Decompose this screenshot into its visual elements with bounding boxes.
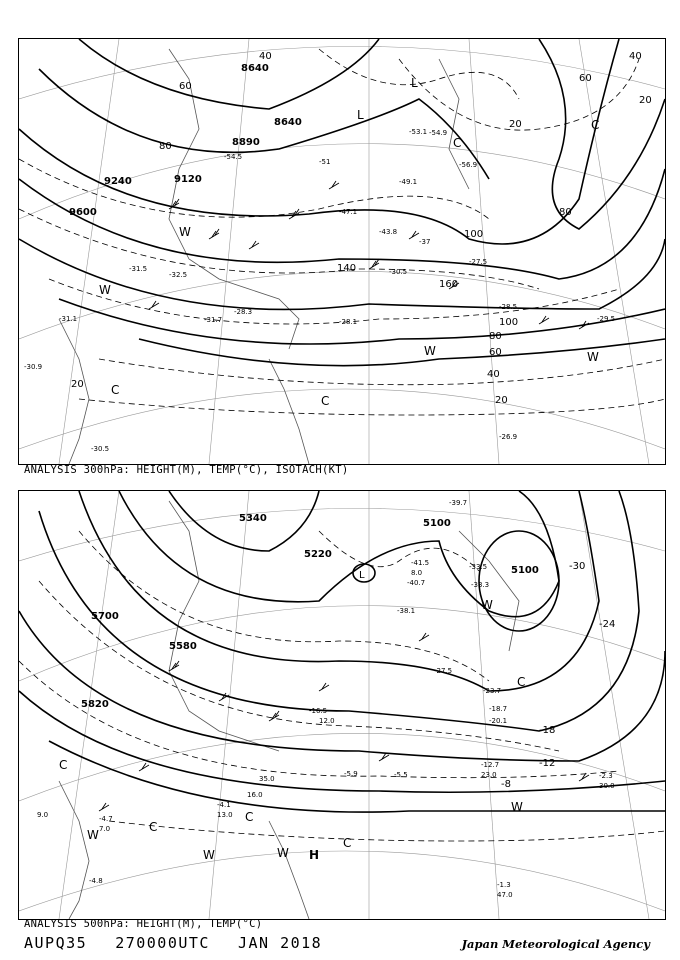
graticule [19, 491, 665, 919]
isotherm-label: -8 [501, 779, 511, 790]
isotach-label: 40 [629, 51, 642, 62]
temperature-label: -47.1 [339, 208, 358, 216]
temperature-label: -26.9 [499, 433, 518, 441]
height-label: 5700 [91, 611, 119, 622]
agency-name: Japan Meteorological Agency [461, 937, 650, 951]
temperature-label: -4.8 [89, 877, 103, 885]
warm-marker: W [511, 800, 523, 814]
coastlines [59, 501, 519, 919]
temperature-label: -37 [419, 238, 431, 246]
cold-marker: C [591, 118, 600, 132]
cold-marker: C [149, 820, 158, 834]
high-marker: H [309, 848, 320, 862]
height-label: 5340 [239, 513, 267, 524]
height-label: 9600 [69, 207, 97, 218]
temperature-label: -49.1 [399, 178, 418, 186]
temperature-label: -31.5 [129, 265, 148, 273]
temperature-label: -30.5 [91, 445, 110, 453]
temperature-label: -28.3 [234, 308, 253, 316]
temperature-label: -30.5 [389, 268, 408, 276]
temperature-label: -20.1 [489, 717, 508, 725]
height-label: 5580 [169, 641, 197, 652]
temperature-label: -40.7 [407, 579, 426, 587]
height-label: 8640 [241, 63, 269, 74]
warm-marker: W [587, 350, 599, 364]
chart-identifier [24, 934, 350, 952]
temperature-label: -33.5 [469, 563, 488, 571]
cold-marker: C [321, 394, 330, 408]
temperature-label: -1.3 [497, 881, 511, 889]
temperature-label: -51 [319, 158, 331, 166]
height-label: 9240 [104, 176, 132, 187]
isotach-label: 20 [639, 95, 652, 106]
isotach-label: 140 [337, 263, 357, 274]
height-label: 8640 [274, 117, 302, 128]
cold-marker: C [245, 810, 254, 824]
warm-marker: W [277, 846, 289, 860]
isotach-label: 20 [509, 119, 522, 130]
temperature-label: -31.1 [59, 315, 78, 323]
isotherm-label: -30 [569, 561, 586, 572]
graticule [19, 39, 665, 464]
upper-chart-map [19, 39, 665, 464]
temperature-label: -41.5 [411, 559, 430, 567]
temperature-label: -29.5 [597, 315, 616, 323]
temperature-label: -4.1 [217, 801, 231, 809]
low-marker: L [357, 108, 364, 122]
cold-marker: C [517, 675, 526, 689]
isotherm-label: -18 [539, 725, 556, 736]
cold-marker: C [453, 136, 462, 150]
dewpoint-label: 23.0 [481, 771, 497, 779]
temperature-label: -5.5 [394, 771, 408, 779]
temperature-label: -39.7 [449, 499, 468, 507]
isotach-label: 60 [489, 347, 502, 358]
isotach-label: 80 [489, 331, 502, 342]
temperature-label: -30.9 [24, 363, 43, 371]
isotach-label: 80 [559, 207, 572, 218]
height-label: 5100 [511, 565, 539, 576]
lower-chart-caption: ANALYSIS 500hPa: HEIGHT(M), TEMP(°C) [24, 918, 263, 930]
isotach-label: 80 [159, 141, 172, 152]
isotach-label: 160 [439, 279, 459, 290]
upper-chart-300hpa [18, 38, 666, 465]
temperature-label: -38.1 [397, 607, 416, 615]
temperature-label: -32.5 [169, 271, 188, 279]
isotach-label: 20 [495, 395, 508, 406]
dewpoint-label: 8.0 [411, 569, 423, 577]
isotach-label: 100 [464, 229, 484, 240]
isotherm-lines [19, 49, 665, 415]
height-label: 5220 [304, 549, 332, 560]
dewpoint-label: 35.0 [259, 775, 275, 783]
temperature-label: -33.3 [471, 581, 490, 589]
temperature-label: -23.7 [483, 687, 502, 695]
low-marker: L [359, 570, 365, 581]
dewpoint-label: 13.0 [217, 811, 233, 819]
lower-chart-map [19, 491, 665, 919]
temperature-label: -27.5 [434, 667, 453, 675]
dewpoint-label: 16.0 [247, 791, 263, 799]
temperature-label: -4.7 [99, 815, 113, 823]
valid-time: 270000UTC [115, 934, 210, 952]
cold-marker: C [59, 758, 68, 772]
lower-temperature-labels [89, 499, 616, 889]
lower-chart-500hpa [18, 490, 666, 920]
isotach-label: 40 [259, 51, 272, 62]
warm-marker: W [179, 225, 191, 239]
temperature-label: -54.5 [224, 153, 243, 161]
height-label: 8890 [232, 137, 260, 148]
dewpoint-label: 12.0 [319, 717, 335, 725]
height-label: 5820 [81, 699, 109, 710]
isotach-label: 100 [499, 317, 519, 328]
cold-marker: C [343, 836, 352, 850]
height-label: 5100 [423, 518, 451, 529]
lower-center-markers [59, 570, 525, 862]
temperature-label: -56.9 [459, 161, 478, 169]
isotach-label: 60 [579, 73, 592, 84]
dewpoint-label: 47.0 [497, 891, 513, 899]
temperature-label: -28.1 [339, 318, 358, 326]
dewpoint-label: 9.0 [37, 811, 49, 819]
dewpoint-label: 30.0 [599, 782, 615, 790]
warm-marker: W [87, 828, 99, 842]
isotherm-label: -24 [599, 619, 616, 630]
temperature-label: -43.8 [379, 228, 398, 236]
wind-barbs [99, 633, 589, 811]
isotherm-label: -12 [539, 758, 556, 769]
temperature-label: -18.7 [489, 705, 508, 713]
temperature-label: -53.1 [409, 128, 428, 136]
warm-marker: W [481, 598, 493, 612]
warm-marker: W [203, 848, 215, 862]
temperature-label: -31.7 [204, 316, 223, 324]
temperature-label: -28.5 [499, 303, 518, 311]
temperature-label: -2.3 [599, 772, 613, 780]
temperature-label: -16.5 [309, 707, 328, 715]
isotach-label: 40 [487, 369, 500, 380]
height-label: 9120 [174, 174, 202, 185]
warm-marker: W [99, 283, 111, 297]
height-contours [19, 39, 665, 366]
temperature-label: -54.9 [429, 129, 448, 137]
temperature-label: -12.7 [481, 761, 500, 769]
dewpoint-label: 7.0 [99, 825, 111, 833]
low-marker: L [411, 76, 418, 90]
upper-chart-caption: ANALYSIS 300hPa: HEIGHT(M), TEMP(°C), ISOTACH(KT) [24, 464, 349, 476]
coastlines [59, 49, 469, 464]
isotherm-lines [19, 531, 665, 841]
warm-marker: W [424, 344, 436, 358]
chart-date: JAN 2018 [237, 934, 323, 952]
isotach-label: 60 [179, 81, 192, 92]
cold-marker: C [111, 383, 120, 397]
isotach-label: 20 [71, 379, 84, 390]
temperature-label: -27.5 [469, 258, 488, 266]
chart-code: AUPQ35 [24, 934, 88, 952]
temperature-label: -5.9 [344, 770, 358, 778]
